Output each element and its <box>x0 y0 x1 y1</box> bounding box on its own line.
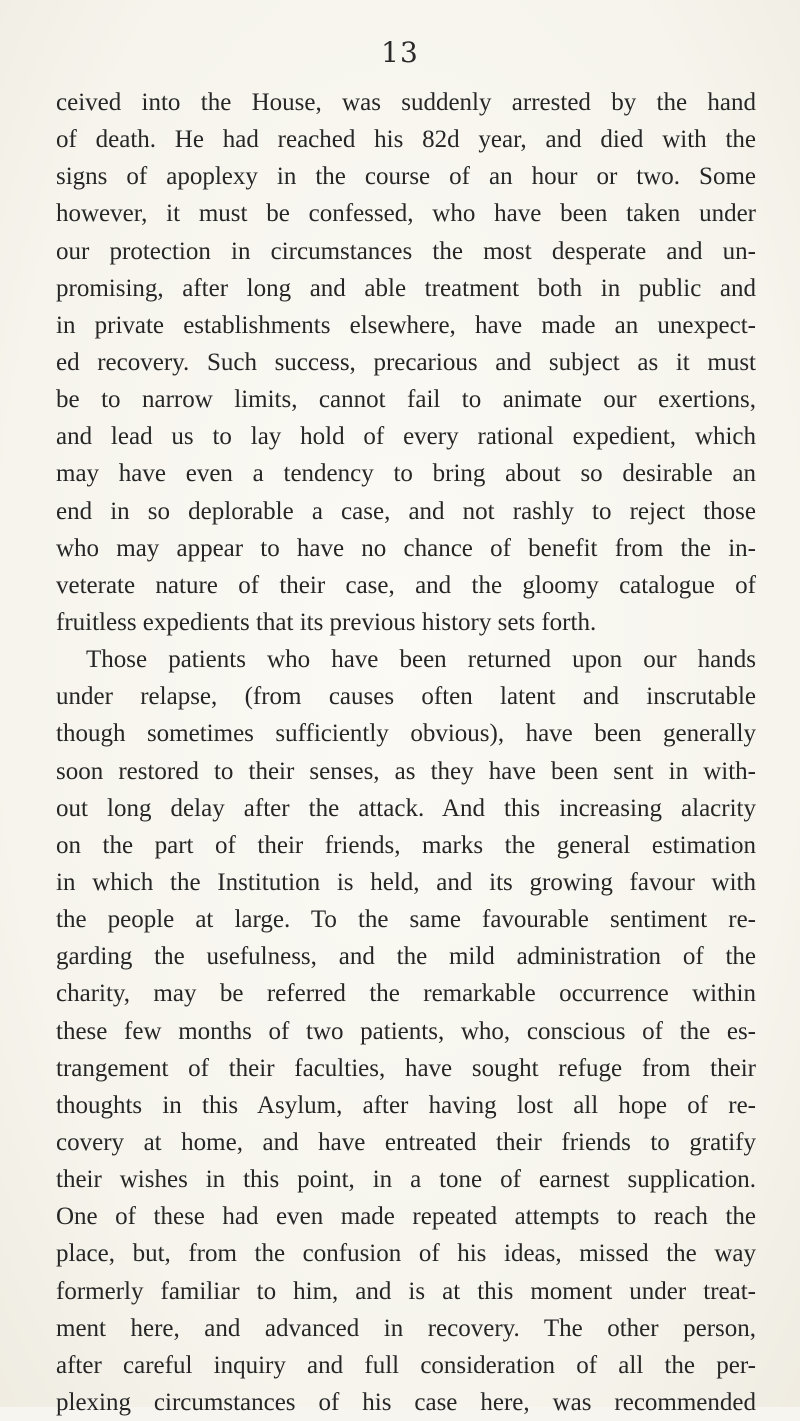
text-line: trangement of their faculties, have sought refuge from their <box>56 1054 756 1082</box>
text-line: in which the Institution is held, and its growing favour with <box>56 868 756 896</box>
body-text <box>56 84 756 1421</box>
text-line: the people at large. To the same favourable sentiment re- <box>56 906 756 934</box>
text-line: these few months of two patients, who, conscious of the es- <box>56 1017 756 1045</box>
text-line: veterate nature of their case, and the gloomy catalogue of <box>56 571 756 599</box>
text-line: soon restored to their senses, as they have been sent in with- <box>56 757 756 785</box>
text-line: end in so deplorable a case, and not rashly to reject those <box>56 497 756 525</box>
text-line: their wishes in this point, in a tone of earnest supplication. <box>56 1166 756 1194</box>
page-number: 13 <box>381 36 419 69</box>
text-line: One of these had even made repeated attempts to reach the <box>56 1203 756 1231</box>
text-line: be to narrow limits, cannot fail to animate our exertions, <box>56 386 756 414</box>
text-line: formerly familiar to him, and is at this moment under treat- <box>56 1277 756 1305</box>
text-line: may have even a tendency to bring about so desirable an <box>56 460 756 488</box>
text-line: though sometimes sufficiently obvious), have been generally <box>56 720 756 748</box>
text-line: garding the usefulness, and the mild administration of the <box>56 943 756 971</box>
text-line: our protection in circumstances the most desperate and un- <box>56 237 756 265</box>
text-line: after careful inquiry and full consideration of all the per- <box>56 1351 756 1379</box>
text-line: covery at home, and have entreated their friends to gratify <box>56 1128 756 1156</box>
text-line: signs of apoplexy in the course of an hour or two. Some <box>56 163 756 191</box>
paragraph-start-line: Those patients who have been returned upon our hands <box>86 646 756 674</box>
text-line: thoughts in this Asylum, after having lost all hope of re- <box>56 1091 756 1119</box>
text-line: ment here, and advanced in recovery. The other person, <box>56 1314 756 1342</box>
text-line: place, but, from the confusion of his ideas, missed the way <box>56 1240 756 1268</box>
text-line: under relapse, (from causes often latent and inscrutable <box>56 683 756 711</box>
text-line: who may appear to have no chance of benefit from the in- <box>56 534 756 562</box>
text-line: however, it must be confessed, who have been taken under <box>56 200 756 228</box>
text-line: plexing circumstances of his case here, was recommended <box>56 1388 756 1416</box>
text-line: fruitless expedients that its previous history sets forth. <box>56 608 597 636</box>
text-line: in private establishments elsewhere, have made an unexpect- <box>56 311 756 339</box>
text-line: ed recovery. Such success, precarious and subject as it must <box>56 348 756 376</box>
text-line: ceived into the House, was suddenly arrested by the hand <box>56 89 756 116</box>
text-line: of death. He had reached his 82d year, and died with the <box>56 126 756 154</box>
text-line: out long delay after the attack. And this increasing alacrity <box>56 794 756 822</box>
text-line: charity, may be referred the remarkable occurrence within <box>56 980 756 1008</box>
text-line: and lead us to lay hold of every rational expedient, which <box>56 423 756 451</box>
text-line: on the part of their friends, marks the general estimation <box>56 831 756 859</box>
text-line: promising, after long and able treatment both in public and <box>56 274 756 302</box>
